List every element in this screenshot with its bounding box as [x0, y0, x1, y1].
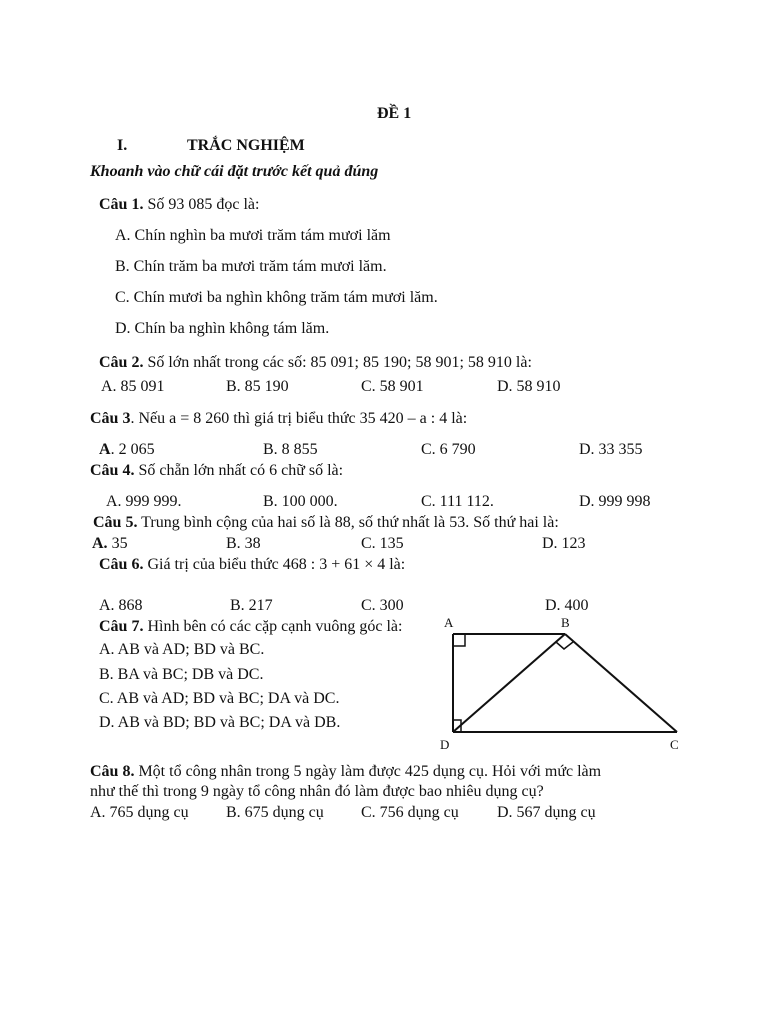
q3-option-a: [99, 440, 155, 460]
q3-option-b: B. 8 855: [263, 441, 318, 458]
question-text: Số 93 085 đọc là:: [147, 196, 260, 213]
q4-option-b: B. 100 000.: [263, 493, 338, 510]
q7-figure: [435, 612, 690, 754]
q5-option-b: B. 38: [226, 535, 261, 552]
q6-option-b: B. 217: [230, 597, 273, 614]
q3-option-d: D. 33 355: [579, 441, 643, 458]
q3-option-c: C. 6 790: [421, 441, 476, 458]
question-7: [99, 617, 402, 637]
question-2: [99, 353, 532, 373]
q6-option-a: A. 868: [99, 597, 143, 614]
page-title: ĐỀ 1: [377, 105, 412, 122]
right-angle-mark-a: [453, 634, 465, 646]
question-label: Câu 1.: [99, 196, 144, 213]
question-text: Số lớn nhất trong các số: 85 091; 85 190; 58 901; 58 910 là:: [147, 354, 532, 371]
question-label: Câu 2.: [99, 354, 144, 371]
question-8: [90, 762, 601, 782]
question-text: Số chẵn lớn nhất có 6 chữ số là:: [138, 462, 344, 479]
question-label: Câu 5.: [93, 514, 138, 531]
option-letter: A: [99, 441, 111, 458]
q8-option-c: C. 756 dụng cụ: [361, 804, 459, 821]
section-title: TRẮC NGHIỆM: [187, 137, 305, 154]
q8-option-d: D. 567 dụng cụ: [497, 804, 596, 821]
vertex-label-c: C: [670, 737, 679, 752]
question-label: Câu 7.: [99, 618, 144, 635]
question-label: Câu 6.: [99, 556, 144, 573]
q6-option-c: C. 300: [361, 597, 404, 614]
q7-option-a: A. AB và AD; BD và BC.: [99, 641, 265, 658]
q1-option-d: D. Chín ba nghìn không tám lăm.: [115, 320, 330, 337]
question-3: [90, 409, 467, 429]
question-text-line-1: Một tổ công nhân trong 5 ngày làm được 425 dụng cụ. Hỏi với mức làm: [138, 763, 602, 780]
option-text: 35: [107, 535, 128, 552]
q1-option-a: A. Chín nghìn ba mươi trăm tám mươi lăm: [115, 227, 391, 244]
question-text: Trung bình cộng của hai số là 88, số thứ nhất là 53. Số thứ hai là:: [141, 514, 559, 531]
q2-option-a: A. 85 091: [101, 378, 165, 395]
question-1: [99, 195, 259, 215]
vertex-label-b: B: [561, 615, 570, 630]
q2-option-c: C. 58 901: [361, 378, 424, 395]
instruction: Khoanh vào chữ cái đặt trước kết quả đúng: [90, 163, 379, 180]
q5-option-c: C. 135: [361, 535, 404, 552]
segment-bc: [565, 634, 677, 732]
q4-option-c: C. 111 112.: [421, 493, 494, 510]
segment-db: [453, 634, 565, 732]
q2-option-b: B. 85 190: [226, 378, 289, 395]
q8-option-b: B. 675 dụng cụ: [226, 804, 324, 821]
question-text: Hình bên có các cặp cạnh vuông góc là:: [147, 618, 403, 635]
q5-option-d: D. 123: [542, 535, 586, 552]
q1-option-b: B. Chín trăm ba mươi trăm tám mươi lăm.: [115, 258, 387, 275]
question-label: Câu 3: [90, 410, 131, 427]
q1-option-c: C. Chín mươi ba nghìn không trăm tám mươi lăm.: [115, 289, 438, 306]
q7-option-d: D. AB và BD; BD và BC; DA và DB.: [99, 714, 341, 731]
section-number: I.: [117, 137, 128, 154]
option-letter: A.: [92, 535, 108, 552]
vertex-label-d: D: [440, 737, 450, 752]
q6-option-d: D. 400: [545, 597, 589, 614]
question-8-line-2: như thế thì trong 9 ngày tổ công nhân đó làm được bao nhiêu dụng cụ?: [90, 783, 544, 800]
q8-option-a: A. 765 dụng cụ: [90, 804, 189, 821]
q7-option-c: C. AB và AD; BD và BC; DA và DC.: [99, 690, 340, 707]
option-text: . 2 065: [110, 441, 155, 458]
question-5: [93, 513, 559, 533]
q4-option-a: A. 999 999.: [106, 493, 182, 510]
question-4: [90, 461, 343, 481]
question-text: . Nếu a = 8 260 thì giá trị biểu thức 35 420 – a : 4 là:: [130, 410, 468, 427]
q2-option-d: D. 58 910: [497, 378, 561, 395]
right-angle-mark-b: [556, 642, 573, 649]
question-6: [99, 555, 405, 575]
question-text: Giá trị của biểu thức 468 : 3 + 61 × 4 là:: [147, 556, 406, 573]
q7-option-b: B. BA và BC; DB và DC.: [99, 666, 264, 683]
question-label: Câu 4.: [90, 462, 135, 479]
vertex-label-a: A: [444, 615, 454, 630]
q5-option-a: [92, 534, 128, 554]
q4-option-d: D. 999 998: [579, 493, 651, 510]
question-label: Câu 8.: [90, 763, 135, 780]
